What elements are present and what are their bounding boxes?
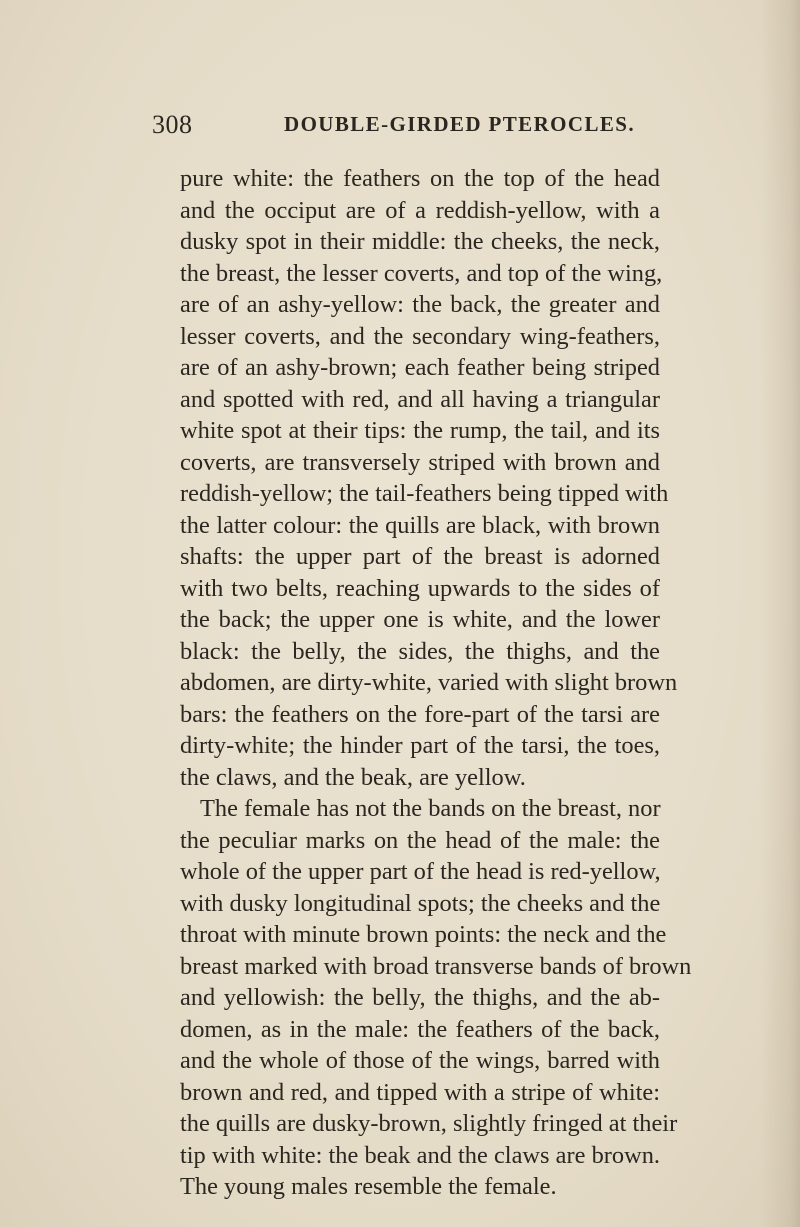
text-line: and the whole of those of the wings, barred with	[180, 1047, 660, 1074]
running-head	[152, 110, 662, 144]
text-line: The young males resemble the female.	[180, 1173, 557, 1200]
text-line: throat with minute brown points: the neck and the	[180, 921, 667, 948]
text-line: the latter colour: the quills are black, with brown	[180, 511, 660, 539]
text-line: white spot at their tips: the rump, the tail, and its	[180, 417, 660, 444]
text-line: the back; the upper one is white, and the lower	[180, 606, 660, 633]
text-line: and the occiput are of a reddish-yellow, with a	[180, 196, 660, 224]
text-line: domen, as in the male: the feathers of the back,	[180, 1015, 660, 1043]
text-line: with two belts, reaching upwards to the sides of	[180, 574, 660, 602]
text-line: shafts: the upper part of the breast is adorned	[180, 543, 660, 570]
text-line: with dusky longitudinal spots; the cheeks and the	[180, 889, 661, 917]
text-line: are of an ashy-yellow: the back, the greater and	[180, 291, 660, 318]
text-line: the quills are dusky-brown, slightly fringed at their	[180, 1110, 678, 1137]
text-line: reddish-yellow; the tail-feathers being tipped with	[180, 480, 669, 507]
text-line: The female has not the bands on the breast, nor	[200, 795, 661, 822]
text-line: the peculiar marks on the head of the male: the	[180, 826, 660, 854]
text-line: dirty-white; the hinder part of the tarsi, the toes,	[180, 732, 660, 759]
text-line: brown and red, and tipped with a stripe of white:	[180, 1078, 660, 1106]
page-number: 308	[152, 110, 193, 139]
text-line: whole of the upper part of the head is red-yellow,	[180, 858, 661, 885]
text-line: bars: the feathers on the fore-part of the tarsi are	[180, 700, 660, 728]
text-line: the breast, the lesser coverts, and top of the wing,	[180, 259, 663, 287]
text-line: and yellowish: the belly, the thighs, and the ab-	[180, 984, 660, 1011]
text-line: breast marked with broad transverse bands of brown	[180, 952, 692, 980]
text-line: dusky spot in their middle: the cheeks, the neck,	[180, 228, 660, 255]
text-line: are of an ashy-brown; each feather being striped	[180, 354, 660, 381]
text-line: abdomen, are dirty-white, varied with slight brown	[180, 669, 678, 696]
text-line: the claws, and the beak, are yellow.	[180, 763, 526, 791]
text-line: and spotted with red, and all having a triangular	[180, 385, 660, 413]
text-line: tip with white: the beak and the claws are brown.	[180, 1141, 660, 1169]
text-line: coverts, are transversely striped with brown and	[180, 448, 660, 476]
text-line: lesser coverts, and the secondary wing-feathers,	[180, 322, 660, 350]
text-line: black: the belly, the sides, the thighs, and the	[180, 637, 660, 665]
body-text	[180, 163, 692, 1203]
text-line: pure white: the feathers on the top of the head	[180, 165, 660, 192]
running-title: DOUBLE-GIRDED PTEROCLES.	[284, 112, 635, 136]
